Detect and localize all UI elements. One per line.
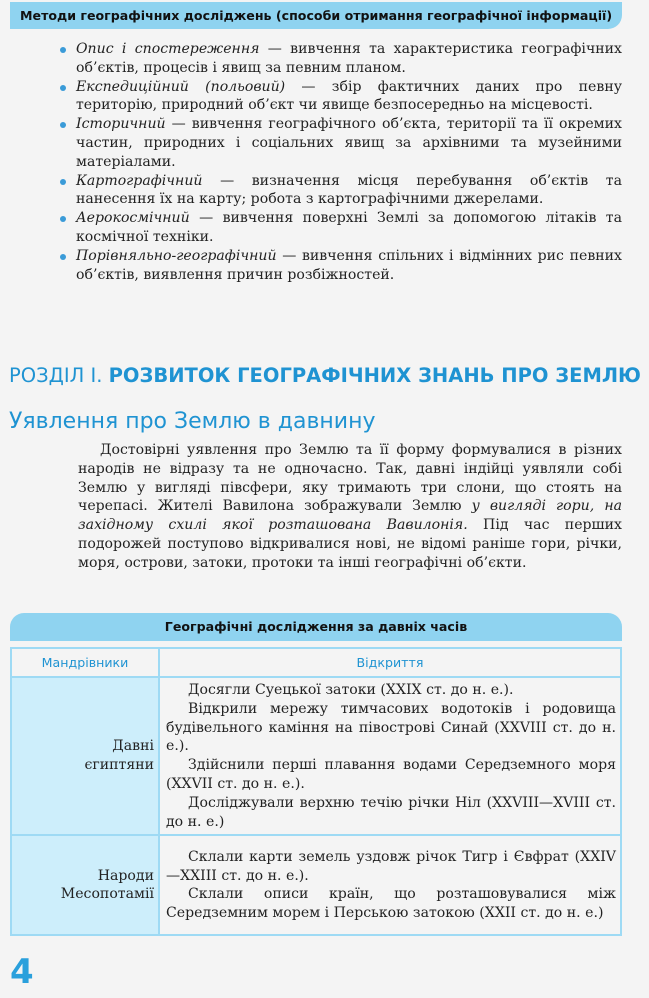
method-description: — вивчення поверхні Землі за допомогою літаків та космічної техніки. bbox=[76, 210, 622, 245]
method-item bbox=[60, 115, 622, 171]
discoveries-table bbox=[10, 647, 622, 936]
subsection-title: Уявлення про Землю в давнину bbox=[9, 409, 376, 434]
travellers-cell bbox=[11, 835, 159, 935]
method-description: — визначення місця перебування об’єктів та нанесення їх на карту; робота з картографічними джерелами. bbox=[76, 172, 622, 208]
travellers-line: Давні bbox=[112, 738, 154, 755]
bullet-icon bbox=[60, 47, 66, 53]
method-item bbox=[60, 247, 622, 285]
discovery-item: Досліджували верхню течію річки Ніл (XXVIII—XVIII ст. до н. е.) bbox=[166, 794, 616, 830]
method-description: — збір фактичних даних про певну територію, природний об’єкт чи явище безпосередньо на місцевості. bbox=[76, 78, 623, 114]
travellers-line: Месопотамії bbox=[60, 886, 154, 903]
discoveries-cell bbox=[159, 835, 621, 935]
method-item bbox=[60, 78, 622, 116]
table-row bbox=[11, 835, 621, 935]
method-name: Історичний bbox=[76, 116, 166, 133]
travellers-cell bbox=[11, 677, 159, 835]
method-description: — вивчення та характеристика географічних об’єктів, процесів і явищ за певним планом. bbox=[76, 41, 622, 76]
column-header-travellers: Мандрівники bbox=[11, 648, 159, 677]
methods-header: Методи географічних досліджень (способи отримання географічної інформації) bbox=[10, 2, 622, 29]
intro-paragraph bbox=[78, 441, 622, 573]
bullet-icon bbox=[60, 254, 66, 260]
intro-text-part1: Достовірні уявлення про Землю та її форму формувалися в різних народів не відразу та не одночасно. Так, давні індійці уявляли собі Землю у вигляді півсфери, яку тримають три слони, що стоять на черепасі. Жителі Вавилона зображували Землю bbox=[78, 442, 622, 515]
discovery-item: Здійснили перші плавання водами Середземного моря (XXVII ст. до н. е.). bbox=[166, 757, 616, 792]
bullet-icon bbox=[60, 122, 66, 128]
table-header-row bbox=[11, 648, 621, 677]
discovery-item: Відкрили мережу тимчасових водотоків і родовища будівельного каміння на півострові Синай (XXVIII ст. до н. е.). bbox=[166, 700, 616, 755]
method-item bbox=[60, 40, 622, 78]
travellers-line: єгиптяни bbox=[84, 757, 154, 774]
method-description: — вивчення спільних і відмінних рис певних об’єктів, виявлення причин розбіжностей. bbox=[76, 247, 622, 283]
method-description: — вивчення географічного об’єкта, території та її окремих частин, природних і соціальних явищ за архівними та музейними матеріалами. bbox=[76, 116, 622, 170]
section-heading: РОЗВИТОК ГЕОГРАФІЧНИХ ЗНАНЬ ПРО ЗЕМЛЮ bbox=[108, 364, 641, 387]
travellers-line: Народи bbox=[97, 867, 154, 884]
method-name: Картографічний bbox=[76, 172, 203, 189]
bullet-icon bbox=[60, 216, 66, 222]
discovery-item: Досягли Суецької затоки (XXIX ст. до н. е.). bbox=[188, 682, 514, 698]
discoveries-cell bbox=[159, 677, 621, 835]
method-name: Опис і спостереження bbox=[76, 41, 260, 57]
table-title: Географічні дослідження за давніх часів bbox=[10, 613, 622, 641]
table-row bbox=[11, 677, 621, 835]
section-prefix: РОЗДІЛ І. bbox=[9, 364, 103, 387]
discovery-item: Склали карти земель уздовж річок Тигр і Євфрат (XXIV—XXIII ст. до н. е.). bbox=[166, 848, 616, 884]
discovery-item: Склали описи країн, що розташовувалися між Середземним морем і Перською затокою (XXII ст. до н. е.) bbox=[166, 886, 616, 922]
bullet-icon bbox=[60, 85, 66, 91]
method-item bbox=[60, 172, 622, 210]
column-header-discoveries: Відкриття bbox=[159, 648, 621, 677]
method-item bbox=[60, 209, 622, 247]
intro-text-italic: у вигляді гори, на західному схилі якої розташована Вавилонія. bbox=[78, 498, 623, 534]
method-name: Порівняльно-географічний bbox=[76, 247, 277, 264]
intro-text-part2: Під час перших подорожей поступово відкривалися нові, не відомі раніше гори, річки, моря, острови, затоки, протоки та інші географічні об’єкти. bbox=[78, 517, 622, 571]
method-name: Аерокосмічний bbox=[76, 210, 190, 227]
methods-list bbox=[60, 40, 622, 284]
method-name: Експедиційний (польовий) bbox=[76, 78, 286, 95]
section-title bbox=[9, 362, 641, 390]
page-number: 4 bbox=[10, 952, 34, 992]
bullet-icon bbox=[60, 179, 66, 185]
